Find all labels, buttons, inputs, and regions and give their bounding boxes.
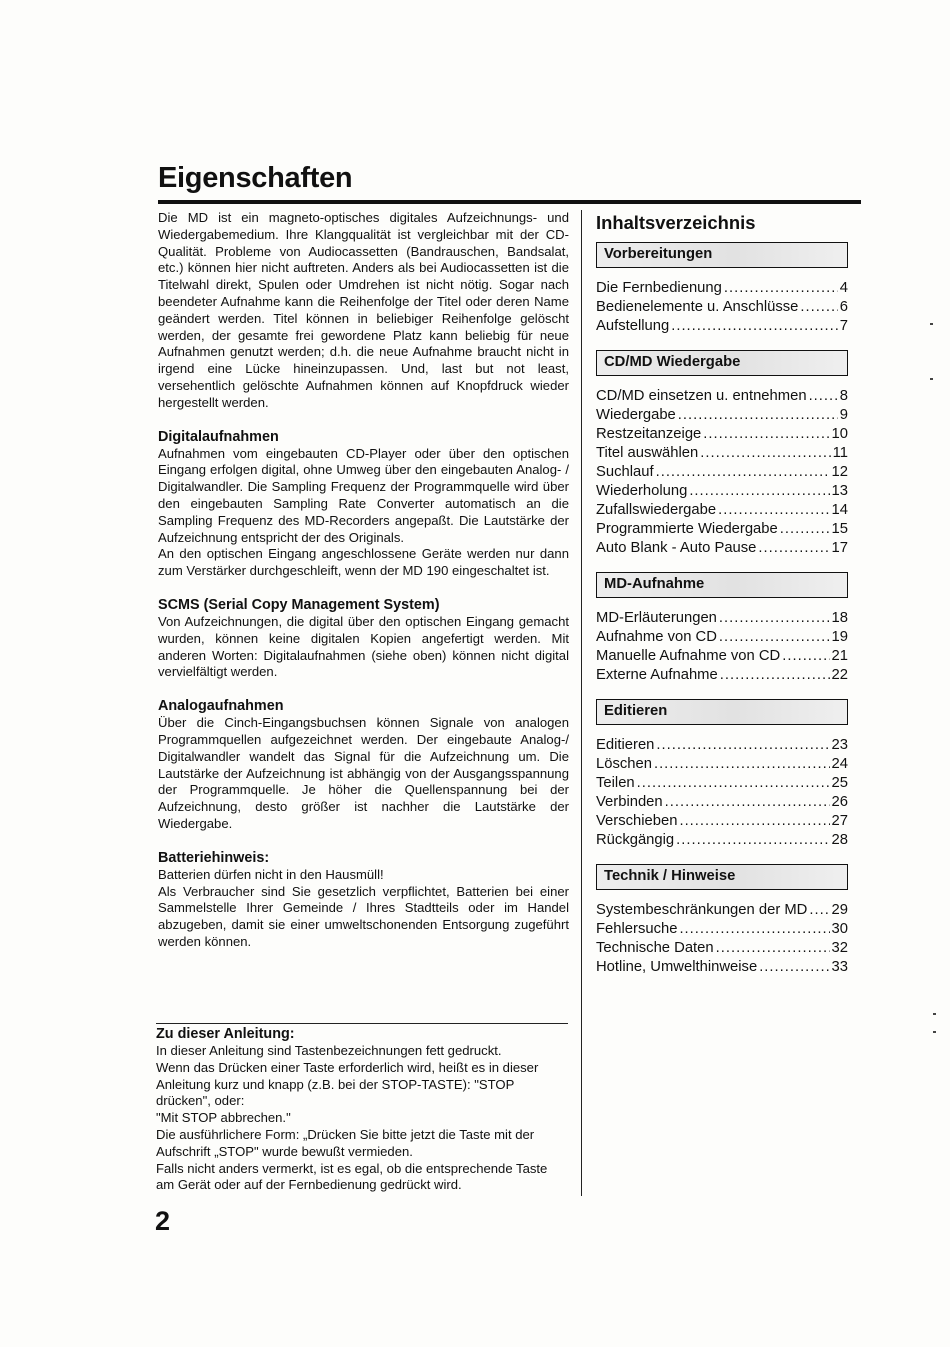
toc-group bbox=[596, 864, 848, 977]
toc-entry-text: Manuelle Aufnahme von CD bbox=[596, 648, 781, 664]
toc-leader-dots bbox=[700, 444, 830, 463]
section-batteriehinweis bbox=[158, 849, 569, 951]
toc-entry bbox=[596, 958, 848, 977]
toc-leader-dots bbox=[719, 628, 830, 647]
toc-entry-text: Programmierte Wiedergabe bbox=[596, 521, 778, 537]
toc-entry-page: 23 bbox=[831, 737, 848, 753]
toc-leader-dots bbox=[718, 501, 829, 520]
toc-entry-text: Aufstellung bbox=[596, 318, 670, 334]
toc-entry-text: Titel auswählen bbox=[596, 445, 699, 461]
section-paragraph: Aufnahmen vom eingebauten CD-Player oder über den optischen Eingang erfolgen digital, ohne Umweg über den eingebauten Analog- / Digitalwandler. Die Sampling Frequenz der Programmquelle wird über den eingebauten Sampling Rate Converter automatisch an die Sampling Frequenz des MD-Recorders angepaßt. Die Lautstärke der Aufzeichnung entspricht der des Originals. bbox=[158, 445, 569, 545]
toc-entry bbox=[596, 647, 848, 666]
toc-entry-page: 4 bbox=[839, 280, 848, 296]
note-line: In dieser Anleitung sind Tastenbezeichnungen fett gedruckt. bbox=[156, 1043, 502, 1058]
toc-entry-text: Suchlauf bbox=[596, 464, 654, 480]
toc-entry-page: 33 bbox=[831, 959, 848, 975]
toc-entry-text: Verbinden bbox=[596, 794, 663, 810]
toc-leader-dots bbox=[716, 939, 830, 958]
toc-entry-text: Auto Blank - Auto Pause bbox=[596, 540, 757, 556]
section-paragraph: Batterien dürfen nicht in den Hausmüll! bbox=[158, 866, 384, 882]
toc-entry-page: 25 bbox=[831, 775, 848, 791]
section-paragraph: Über die Cinch-Eingangsbuchsen können Signale von analogen Programmquellen aufgezeichnet werden. Der eingebaute Analog-/ Digitalwandler wandelt das Signal für die Aufzeichnung um. Die Lautstärke der Aufzeichnung ist abhängig von der Ausgangsspannung der Programmquelle. Je höher die Quellenspannung bei der Aufzeichnung, desto größer ist nachher die Lautstärke der Wiedergabe. bbox=[158, 715, 569, 831]
toc-entry-page: 22 bbox=[831, 667, 848, 683]
toc-entry-page: 24 bbox=[831, 756, 848, 772]
toc-entry-text: Wiedergabe bbox=[596, 407, 676, 423]
toc-leader-dots bbox=[679, 812, 829, 831]
toc-entry bbox=[596, 831, 848, 850]
toc-entry-page: 26 bbox=[831, 794, 848, 810]
toc-entry bbox=[596, 901, 848, 920]
toc-groups bbox=[596, 242, 848, 977]
section-heading: SCMS (Serial Copy Management System) bbox=[158, 596, 440, 613]
toc-entry-text: MD-Erläuterungen bbox=[596, 610, 717, 626]
toc-entry bbox=[596, 482, 848, 501]
table-of-contents bbox=[596, 212, 848, 991]
toc-leader-dots bbox=[780, 520, 830, 539]
title-rule bbox=[158, 200, 861, 204]
toc-section-label: MD-Aufnahme bbox=[596, 572, 848, 598]
toc-entry bbox=[596, 920, 848, 939]
toc-entry-page: 12 bbox=[831, 464, 848, 480]
scan-mark bbox=[930, 378, 933, 380]
toc-entry-page: 32 bbox=[831, 940, 848, 956]
section-paragraph: Als Verbraucher sind Sie gesetzlich verpflichtet, Batterien bei einer Sammelstelle Ihrer Gemeinde / Ihres Stadtteils oder im Handel abzugeben, damit sie einer umweltschonenden Entsorgung zugeführt werden können. bbox=[158, 883, 569, 949]
toc-entry-page: 30 bbox=[831, 921, 848, 937]
toc-entry-text: Löschen bbox=[596, 756, 652, 772]
note-box bbox=[156, 1026, 568, 1194]
toc-entry-text: Technische Daten bbox=[596, 940, 714, 956]
toc-entry-text: Bedienelemente u. Anschlüsse bbox=[596, 299, 799, 315]
toc-entry-page: 18 bbox=[831, 610, 848, 626]
toc-entry-text: Verschieben bbox=[596, 813, 678, 829]
toc-leader-dots bbox=[656, 463, 830, 482]
toc-entry-text: Externe Aufnahme bbox=[596, 667, 718, 683]
toc-leader-dots bbox=[809, 901, 829, 920]
toc-entry-page: 28 bbox=[831, 832, 848, 848]
note-rule bbox=[156, 1023, 568, 1024]
toc-entry bbox=[596, 444, 848, 463]
toc-entry-page: 17 bbox=[831, 540, 848, 556]
toc-leader-dots bbox=[679, 920, 829, 939]
column-divider bbox=[581, 210, 582, 1196]
section-digitalaufnahmen bbox=[158, 428, 569, 580]
toc-leader-dots bbox=[809, 387, 838, 406]
section-heading: Batteriehinweis: bbox=[158, 849, 270, 866]
section-scms bbox=[158, 596, 569, 681]
scan-mark bbox=[933, 1013, 936, 1015]
toc-leader-dots bbox=[678, 406, 838, 425]
toc-entry-text: CD/MD einsetzen u. entnehmen bbox=[596, 388, 807, 404]
toc-entry-text: Systembeschränkungen der MD bbox=[596, 902, 808, 918]
scan-mark bbox=[930, 323, 933, 325]
toc-group bbox=[596, 699, 848, 850]
toc-entry bbox=[596, 628, 848, 647]
toc-entry-text: Fehlersuche bbox=[596, 921, 678, 937]
toc-entry bbox=[596, 406, 848, 425]
toc-entry bbox=[596, 939, 848, 958]
toc-entry-page: 7 bbox=[839, 318, 848, 334]
toc-leader-dots bbox=[689, 482, 829, 501]
section-heading: Analogaufnahmen bbox=[158, 698, 284, 715]
toc-entry-page: 19 bbox=[831, 629, 848, 645]
toc-leader-dots bbox=[637, 774, 830, 793]
toc-entry-text: Hotline, Umwelthinweise bbox=[596, 959, 758, 975]
toc-leader-dots bbox=[759, 958, 829, 977]
toc-entry-page: 8 bbox=[839, 388, 848, 404]
toc-entry-page: 10 bbox=[831, 426, 848, 442]
toc-entry bbox=[596, 793, 848, 812]
toc-entry-text: Teilen bbox=[596, 775, 635, 791]
toc-leader-dots bbox=[665, 793, 830, 812]
scan-mark bbox=[933, 1031, 936, 1033]
toc-entry-page: 13 bbox=[831, 483, 848, 499]
toc-entry bbox=[596, 774, 848, 793]
toc-entry-page: 9 bbox=[839, 407, 848, 423]
toc-entry-page: 21 bbox=[831, 648, 848, 664]
toc-entry-text: Die Fernbedienung bbox=[596, 280, 722, 296]
toc-leader-dots bbox=[676, 831, 829, 850]
toc-entry-text: Rückgängig bbox=[596, 832, 675, 848]
toc-entry bbox=[596, 279, 848, 298]
toc-entry-page: 15 bbox=[831, 521, 848, 537]
toc-leader-dots bbox=[703, 425, 829, 444]
toc-entry-text: Aufnahme von CD bbox=[596, 629, 717, 645]
toc-section-label: CD/MD Wiedergabe bbox=[596, 350, 848, 376]
toc-entry-page: 27 bbox=[831, 813, 848, 829]
note-line: Die ausführlichere Form: „Drücken Sie bitte jetzt die Taste mit der Aufschrift „STOP" wurde bewußt vermieden. bbox=[156, 1126, 535, 1159]
toc-entry bbox=[596, 755, 848, 774]
toc-entry bbox=[596, 317, 848, 336]
toc-section-label: Technik / Hinweise bbox=[596, 864, 848, 890]
toc-entry bbox=[596, 539, 848, 558]
section-paragraph: An den optischen Eingang angeschlossene Geräte werden nur dann zum Verstärker durchgeschleift, wenn der MD 190 eingeschaltet ist. bbox=[158, 546, 569, 579]
toc-entry-page: 29 bbox=[831, 902, 848, 918]
toc-leader-dots bbox=[671, 317, 838, 336]
toc-entry-page: 14 bbox=[831, 502, 848, 518]
toc-section-label: Editieren bbox=[596, 699, 848, 725]
toc-group bbox=[596, 350, 848, 558]
toc-leader-dots bbox=[654, 755, 830, 774]
toc-entry bbox=[596, 736, 848, 755]
toc-entry bbox=[596, 501, 848, 520]
toc-group bbox=[596, 572, 848, 685]
toc-entry bbox=[596, 812, 848, 831]
page-title: Eigenschaften bbox=[158, 162, 353, 194]
section-heading: Digitalaufnahmen bbox=[158, 428, 279, 445]
toc-leader-dots bbox=[758, 539, 829, 558]
toc-entry bbox=[596, 298, 848, 317]
toc-entry-page: 6 bbox=[839, 299, 848, 315]
section-paragraph: Von Aufzeichnungen, die digital über den optischen Eingang gemacht wurden, können keine digitalen Kopien angefertigt werden. Mit anderen Worten: Digitalaufnahmen (siehe oben) können nicht digital vervielfältigt werden. bbox=[158, 613, 569, 680]
toc-entry-text: Restzeitanzeige bbox=[596, 426, 702, 442]
toc-leader-dots bbox=[720, 666, 830, 685]
toc-title: Inhaltsverzeichnis bbox=[596, 212, 756, 233]
section-analogaufnahmen bbox=[158, 697, 569, 833]
toc-leader-dots bbox=[656, 736, 829, 755]
toc-leader-dots bbox=[724, 279, 838, 298]
toc-entry-text: Editieren bbox=[596, 737, 655, 753]
toc-leader-dots bbox=[782, 647, 829, 666]
note-line: Falls nicht anders vermerkt, ist es egal, ob die entsprechende Taste am Gerät oder auf der Fernbedienung gedrückt wird. bbox=[156, 1160, 548, 1193]
toc-leader-dots bbox=[719, 609, 830, 628]
toc-entry bbox=[596, 463, 848, 482]
main-column bbox=[158, 210, 569, 951]
toc-entry bbox=[596, 520, 848, 539]
toc-entry bbox=[596, 425, 848, 444]
toc-entry-text: Zufallswiedergabe bbox=[596, 502, 717, 518]
toc-section-label: Vorbereitungen bbox=[596, 242, 848, 268]
toc-entry bbox=[596, 609, 848, 628]
toc-entry bbox=[596, 666, 848, 685]
note-line: Wenn das Drücken einer Taste erforderlich wird, heißt es in dieser Anleitung kurz und knapp (z.B. bei der STOP-TASTE): "STOP drücken", oder: bbox=[156, 1059, 539, 1109]
note-heading: Zu dieser Anleitung: bbox=[156, 1026, 295, 1042]
toc-entry-page: 11 bbox=[832, 445, 848, 461]
intro-paragraph: Die MD ist ein magneto-optisches digitales Aufzeichnungs- und Wiedergabemedium. Ihre Klangqualität ist vergleichbar mit der CD-Qualität. Probleme von Audiocassetten (Bandrauschen, Bandsalat, etc.) können hier nicht auftreten. Anders als bei Audiocassetten ist die Titelwahl direkt, Spulen oder Umdrehen ist nicht nötig. Sogar nach beendeter Aufnahme kann die Reihenfolge der Titel oder deren Name geändert werden. Titel können in beliebiger Reihenfolge gelöscht werden, der gesamte frei gewordene Platz kann beliebig für neue Aufnahmen genutzt werden; d.h. die neue Aufnahme braucht nicht in irgend eine Lücke hineinzupassen. Und, last but not least, versehentlich gelöschte Aufnahmen können auf Knopfdruck wieder hergestellt werden. bbox=[158, 210, 569, 410]
page-number: 2 bbox=[155, 1206, 171, 1236]
toc-entry-text: Wiederholung bbox=[596, 483, 688, 499]
note-line: "Mit STOP abbrechen." bbox=[156, 1110, 291, 1126]
toc-group bbox=[596, 242, 848, 336]
toc-leader-dots bbox=[800, 298, 837, 317]
toc-entry bbox=[596, 387, 848, 406]
